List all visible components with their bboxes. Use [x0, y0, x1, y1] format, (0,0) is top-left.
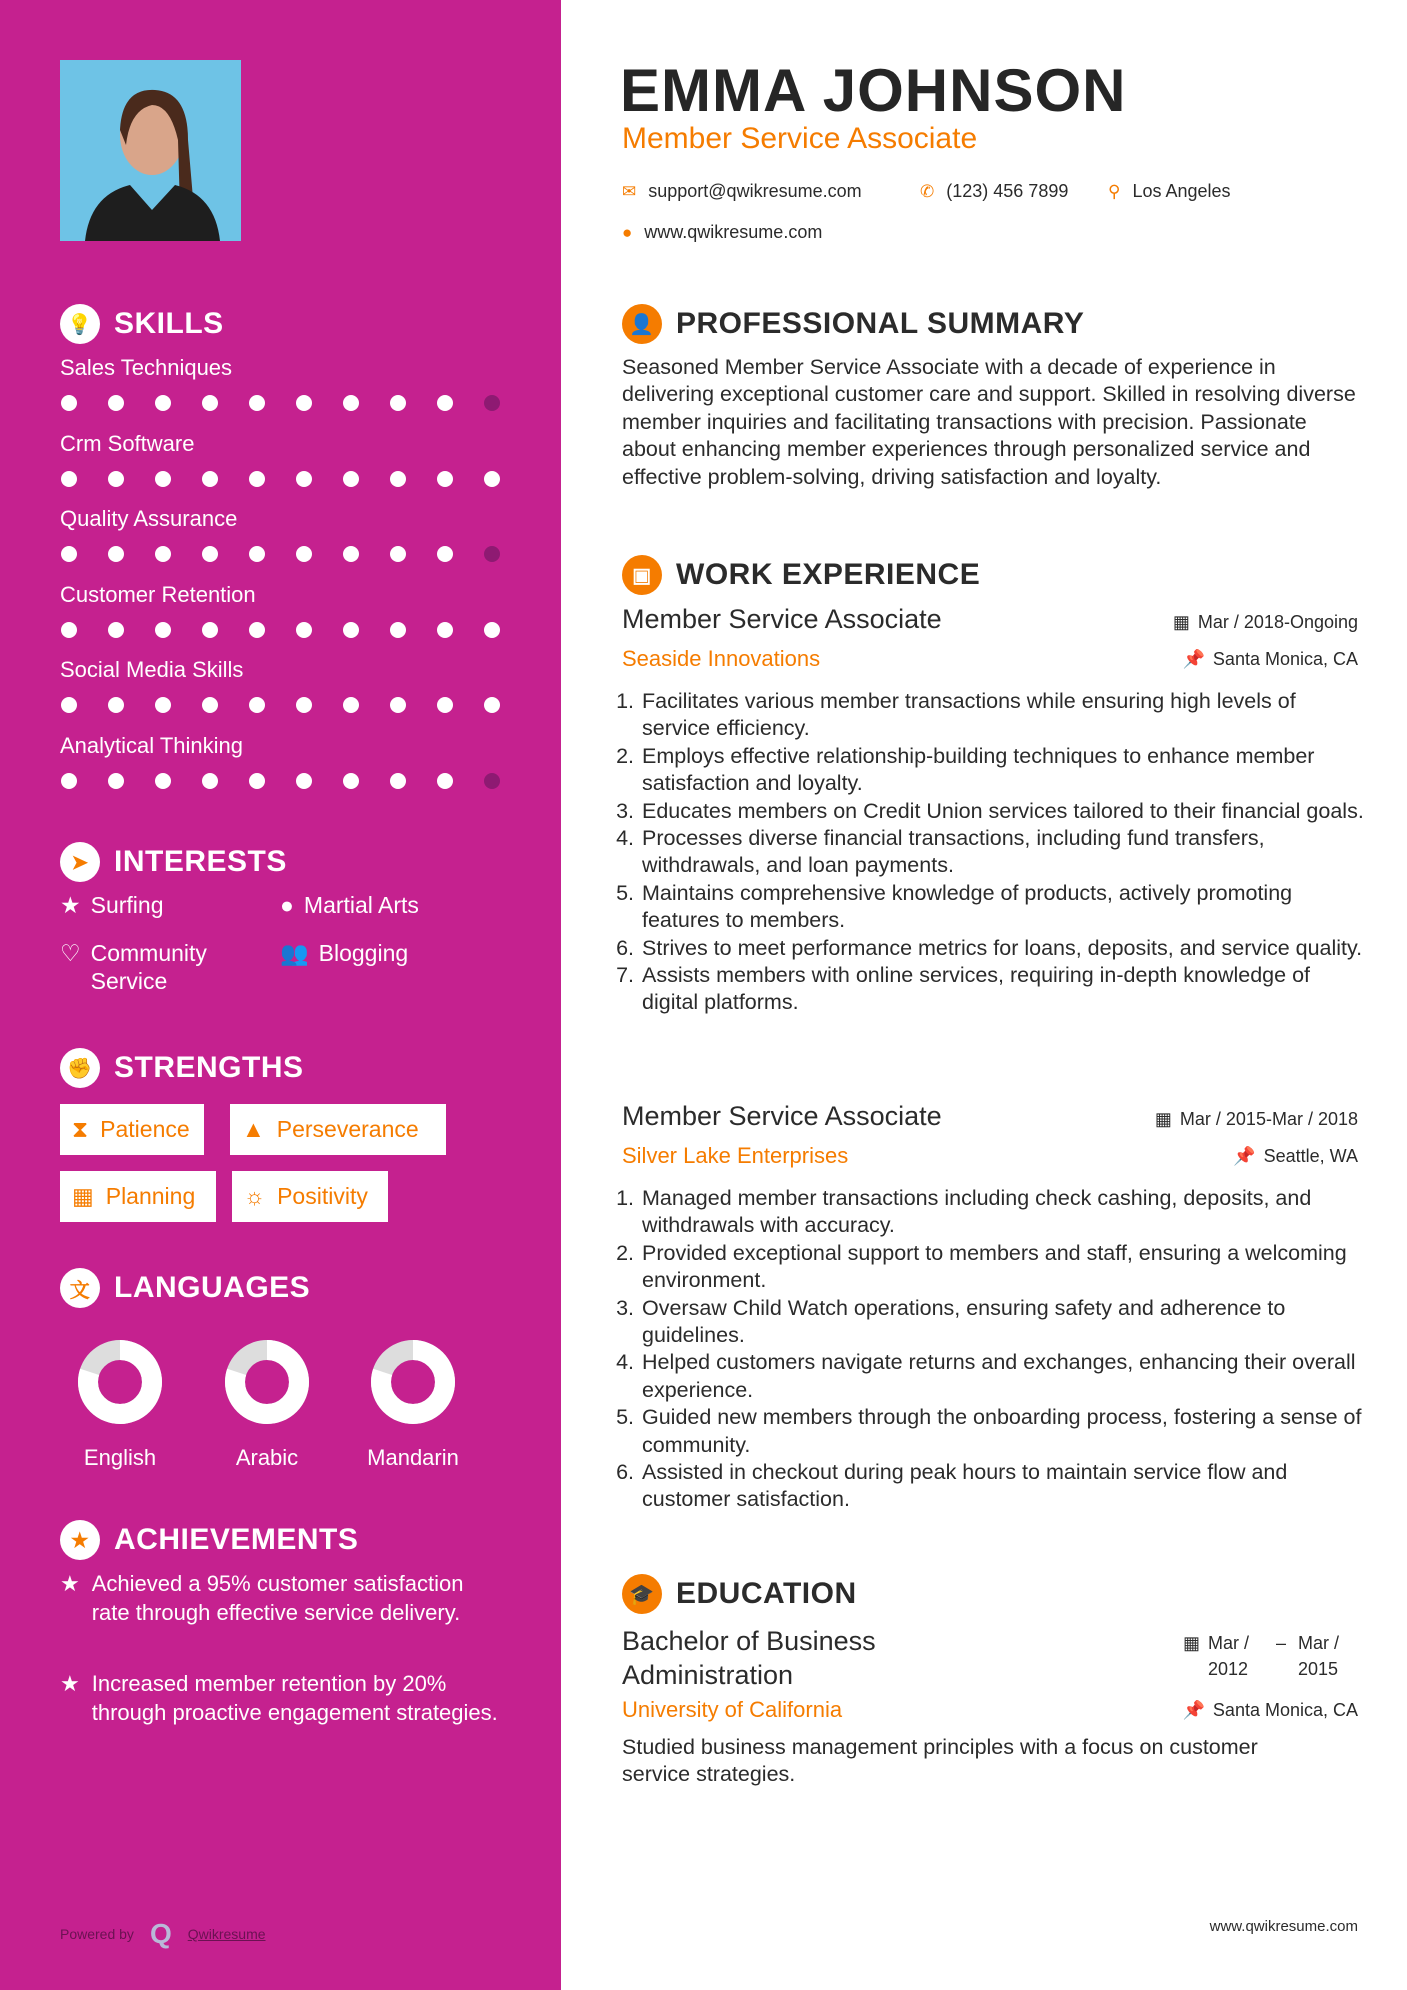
calendar-icon: ▦ — [1172, 612, 1190, 632]
strength-tag: ▦ Planning — [60, 1171, 216, 1222]
rating-dot — [390, 395, 406, 411]
sidebar — [0, 0, 561, 1990]
rating-dot — [484, 773, 500, 789]
rating-dot — [202, 471, 218, 487]
skill-label: Analytical Thinking — [60, 732, 244, 758]
heart-hand-icon: ♡ — [60, 940, 81, 966]
skill-rating — [61, 471, 500, 487]
language-donut — [75, 1337, 165, 1427]
job-location: 📌 Santa Monica, CA — [1182, 649, 1358, 669]
job-dates: ▦ Mar / 2018-Ongoing — [1172, 612, 1358, 632]
briefcase-icon: ▣ — [622, 555, 662, 595]
graduation-cap-icon: 🎓 — [622, 1574, 662, 1614]
rating-dot — [437, 471, 453, 487]
phone-icon: ✆ — [920, 181, 935, 201]
calendar-icon: ▦ — [72, 1183, 94, 1209]
summary-heading: 👤 PROFESSIONAL SUMMARY — [622, 304, 1084, 344]
map-pin-icon: ⚲ — [1108, 181, 1121, 201]
rating-dot — [108, 622, 124, 638]
email: ✉ support@qwikresume.com — [622, 181, 862, 201]
powered-by: Powered by Q Qwikresume — [60, 1918, 266, 1949]
rating-dot — [61, 773, 77, 789]
hourglass-icon: ⧗ — [72, 1116, 89, 1142]
pin-icon: 📌 — [1233, 1146, 1256, 1166]
bullet-item: 6. Assisted in checkout during peak hours to maintain service flow and customer satisfaction. — [640, 1459, 1364, 1514]
language-label: English — [83, 1445, 157, 1470]
road-icon: ▲ — [242, 1116, 265, 1142]
bullet-item: 1. Managed member transactions including check cashing, deposits, and withdrawals with accuracy. — [640, 1185, 1364, 1240]
pin-icon: 📌 — [1182, 1700, 1205, 1720]
education-location: 📌 Santa Monica, CA — [1182, 1700, 1358, 1720]
language-donut — [368, 1337, 458, 1427]
interest-item: ● Martial Arts — [280, 892, 419, 918]
job-bullets — [622, 1185, 1364, 1514]
qwikresume-link[interactable]: Qwikresume — [187, 1926, 266, 1942]
skill-label: Crm Software — [60, 430, 195, 456]
rating-dot — [202, 395, 218, 411]
rating-dot — [296, 773, 312, 789]
rating-dot — [249, 773, 265, 789]
rating-dot — [437, 395, 453, 411]
users-icon: 👥 — [280, 940, 309, 966]
rating-dot — [296, 697, 312, 713]
achievement-item: ★ Increased member retention by 20% through proactive engagement strategies. — [60, 1670, 500, 1727]
job-dates: ▦ Mar / 2015-Mar / 2018 — [1154, 1109, 1358, 1129]
bullet-item: 4. Processes diverse financial transactions, including fund transfers, withdrawals, and loan payments. — [640, 825, 1364, 880]
trophy-star-icon: ★ — [60, 1520, 100, 1560]
sun-icon: ☼ — [244, 1183, 266, 1209]
skill-label: Quality Assurance — [60, 506, 238, 531]
rating-dot — [61, 697, 77, 713]
star-icon: ★ — [60, 892, 81, 918]
rating-dot — [155, 697, 171, 713]
education-description: Studied business management principles with a focus on customer service strategies. — [622, 1735, 1258, 1787]
interest-item: ♡ Community Service — [60, 940, 207, 994]
lightbulb-icon: 💡 — [60, 304, 100, 344]
user-icon: 👤 — [622, 304, 662, 344]
qwikresume-logo-icon: Q — [149, 1918, 172, 1949]
rating-dot — [484, 697, 500, 713]
language-label: Mandarin — [367, 1445, 459, 1470]
rating-dot — [61, 395, 77, 411]
rating-dot — [202, 697, 218, 713]
rating-dot — [343, 546, 359, 562]
globe-icon: ● — [622, 222, 633, 242]
summary-text: Seasoned Member Service Associate with a decade of experience in delivering exceptional customer care and support. Skilled in resolving diverse member inquiries and facilitating transactions with precision. Passionate about enhancing member experiences through personalized service and effective problem-solving, driving satisfaction and loyalty. — [622, 355, 1356, 489]
job-bullets — [622, 688, 1364, 1017]
rating-dot — [202, 773, 218, 789]
job-title: Member Service Associate — [622, 1101, 942, 1131]
interest-item: 👥 Blogging — [280, 940, 409, 966]
bullet-item: 1. Facilitates various member transactions while ensuring high levels of service efficiency. — [640, 688, 1364, 743]
rating-dot — [108, 697, 124, 713]
rating-dot — [249, 622, 265, 638]
skill-label: Sales Techniques — [60, 355, 233, 380]
profile-photo — [60, 60, 241, 241]
rating-dot — [296, 395, 312, 411]
language-item — [207, 1337, 327, 1471]
strength-tag: ▲ Perseverance — [230, 1104, 446, 1155]
skill-rating — [61, 622, 500, 638]
bullet-item: 7. Assists members with online services, requiring in-depth knowledge of digital platforms. — [640, 962, 1364, 1017]
rating-dot — [61, 546, 77, 562]
rating-dot — [155, 471, 171, 487]
location: ⚲ Los Angeles — [1108, 181, 1231, 201]
globe-icon: ● — [280, 892, 294, 918]
rating-dot — [296, 546, 312, 562]
achievement-item: ★ Achieved a 95% customer satisfaction rate through effective service delivery. — [60, 1570, 500, 1627]
rating-dot — [437, 546, 453, 562]
language-label: Arabic — [235, 1445, 299, 1470]
rating-dot — [390, 622, 406, 638]
rating-dot — [484, 546, 500, 562]
calendar-icon: ▦ — [1182, 1633, 1200, 1653]
rating-dot — [484, 471, 500, 487]
rating-dot — [343, 773, 359, 789]
rating-dot — [343, 395, 359, 411]
strength-tag: ⧗ Patience — [60, 1104, 204, 1155]
job-title: Member Service Associate — [622, 604, 942, 634]
bullet-item: 3. Educates members on Credit Union services tailored to their financial goals. — [640, 798, 1364, 825]
rating-dot — [390, 697, 406, 713]
rating-dot — [108, 471, 124, 487]
bullet-item: 3. Oversaw Child Watch operations, ensuring safety and adherence to guidelines. — [640, 1295, 1364, 1350]
fist-icon: ✊ — [60, 1048, 100, 1088]
rating-dot — [296, 471, 312, 487]
skill-rating — [61, 697, 500, 713]
skill-label: Social Media Skills — [60, 657, 244, 682]
achievements-heading: ★ ACHIEVEMENTS — [60, 1520, 358, 1560]
paper-plane-icon: ➤ — [60, 842, 100, 882]
education-dates: ▦ Mar / 2012 – Mar / 2015 — [1183, 1630, 1358, 1682]
language-item — [353, 1337, 473, 1471]
rating-dot — [249, 546, 265, 562]
education-heading: 🎓 EDUCATION — [622, 1574, 857, 1614]
star-icon: ★ — [60, 1671, 80, 1696]
rating-dot — [155, 546, 171, 562]
rating-dot — [249, 395, 265, 411]
skill-label: Customer Retention — [60, 581, 256, 607]
bullet-item: 4. Helped customers navigate returns and exchanges, enhancing their overall experience. — [640, 1349, 1364, 1404]
rating-dot — [390, 546, 406, 562]
bullet-item: 6. Strives to meet performance metrics for loans, deposits, and service quality. — [640, 935, 1364, 962]
rating-dot — [61, 622, 77, 638]
phone: ✆ (123) 456 7899 — [920, 181, 1069, 201]
strength-tag: ☼ Positivity — [232, 1171, 388, 1222]
envelope-icon: ✉ — [622, 181, 637, 201]
footer-website[interactable]: www.qwikresume.com — [1209, 1918, 1358, 1935]
school: University of California — [622, 1697, 843, 1722]
rating-dot — [155, 773, 171, 789]
bullet-item: 2. Provided exceptional support to members and staff, ensuring a welcoming environment. — [640, 1240, 1364, 1295]
rating-dot — [155, 395, 171, 411]
calendar-icon: ▦ — [1154, 1109, 1172, 1129]
website: ● www.qwikresume.com — [622, 222, 823, 242]
skill-rating — [61, 773, 500, 789]
rating-dot — [484, 395, 500, 411]
bullet-item: 5. Guided new members through the onboarding process, fostering a sense of community. — [640, 1404, 1364, 1459]
candidate-name: EMMA JOHNSON — [620, 57, 1127, 124]
experience-heading: ▣ WORK EXPERIENCE — [622, 555, 980, 595]
company: Silver Lake Enterprises — [622, 1143, 849, 1168]
bullet-item: 5. Maintains comprehensive knowledge of products, actively promoting features to members. — [640, 880, 1364, 935]
rating-dot — [343, 697, 359, 713]
rating-dot — [390, 471, 406, 487]
rating-dot — [296, 622, 312, 638]
rating-dot — [437, 697, 453, 713]
languages-heading: 文 LANGUAGES — [60, 1268, 310, 1308]
rating-dot — [249, 697, 265, 713]
skill-rating — [61, 395, 500, 411]
interest-item: ★ Surfing — [60, 892, 164, 918]
rating-dot — [484, 622, 500, 638]
rating-dot — [108, 773, 124, 789]
rating-dot — [343, 622, 359, 638]
rating-dot — [437, 773, 453, 789]
degree: Bachelor of Business Administration — [622, 1626, 876, 1690]
candidate-title: Member Service Associate — [622, 122, 978, 155]
rating-dot — [155, 622, 171, 638]
translate-icon: 文 — [60, 1268, 100, 1308]
star-icon: ★ — [60, 1571, 80, 1596]
rating-dot — [249, 471, 265, 487]
skill-rating — [61, 546, 500, 562]
language-donut — [222, 1337, 312, 1427]
rating-dot — [202, 622, 218, 638]
job-location: 📌 Seattle, WA — [1233, 1146, 1358, 1166]
rating-dot — [108, 546, 124, 562]
company: Seaside Innovations — [622, 646, 821, 671]
rating-dot — [61, 471, 77, 487]
rating-dot — [437, 622, 453, 638]
language-item — [60, 1337, 180, 1471]
rating-dot — [343, 471, 359, 487]
rating-dot — [108, 395, 124, 411]
rating-dot — [202, 546, 218, 562]
skills-heading: 💡 SKILLS — [60, 304, 224, 344]
bullet-item: 2. Employs effective relationship-building techniques to enhance member satisfaction and loyalty. — [640, 743, 1364, 798]
rating-dot — [390, 773, 406, 789]
interests-heading: ➤ INTERESTS — [60, 842, 287, 882]
pin-icon: 📌 — [1182, 649, 1205, 669]
strengths-heading: ✊ STRENGTHS — [60, 1048, 304, 1088]
